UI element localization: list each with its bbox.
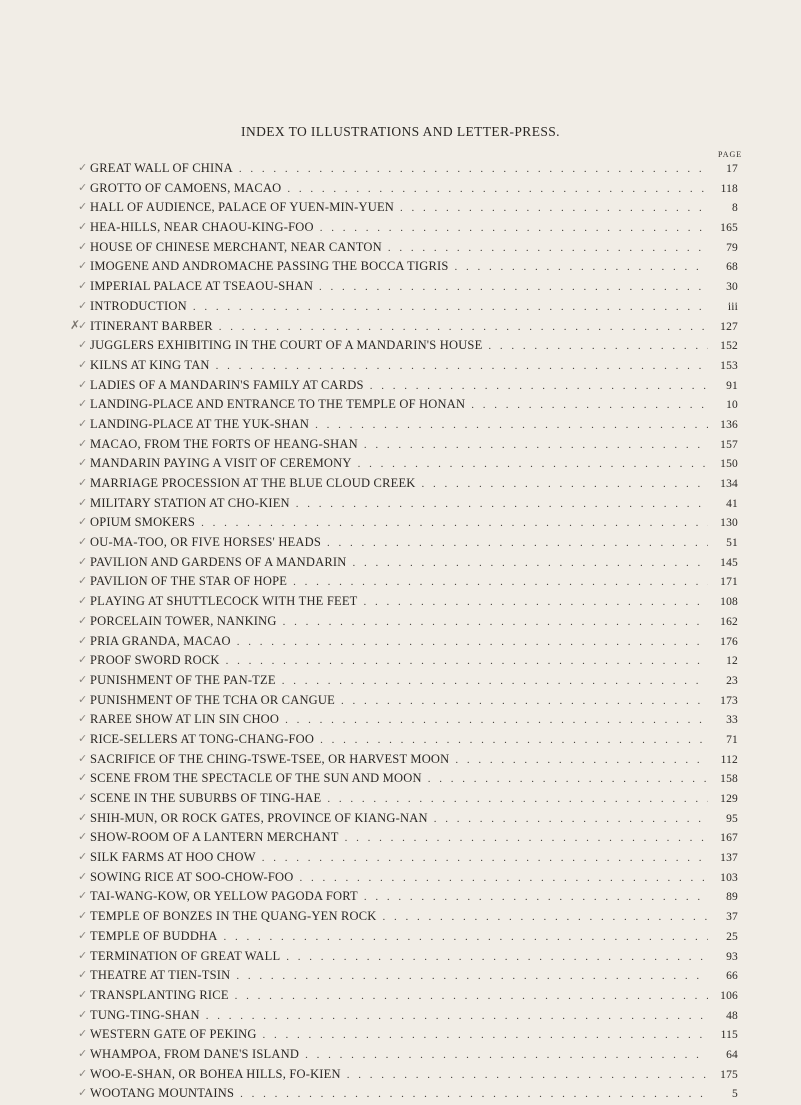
index-entry-list: [78, 159, 738, 1104]
dot-leader: [236, 967, 708, 987]
pencil-tick-icon: ✓: [78, 1067, 88, 1080]
dot-leader: [455, 258, 708, 278]
pencil-tick-icon: ✓: [78, 713, 88, 726]
index-entry: [78, 218, 738, 238]
index-entry: [78, 297, 738, 317]
entry-title: SCENE FROM THE SPECTACLE OF THE SUN AND MOON: [90, 771, 422, 786]
entry-page-number: 108: [720, 596, 738, 609]
entry-page-number: 145: [720, 556, 738, 569]
index-entry: [78, 513, 738, 533]
index-entry: [78, 317, 738, 337]
pencil-tick-icon: ✓: [78, 299, 88, 312]
pencil-tick-icon: ✓: [78, 811, 88, 824]
entry-page-number: 127: [720, 320, 738, 333]
entry-title: MILITARY STATION AT CHO-KIEN: [90, 495, 290, 510]
entry-page-number: 130: [720, 517, 738, 530]
dot-leader: [287, 180, 708, 200]
entry-page-number: 106: [720, 989, 738, 1002]
dot-leader: [315, 416, 708, 436]
entry-page-number: 134: [720, 478, 738, 490]
pencil-tick-icon: ✓: [78, 536, 88, 549]
pencil-tick-icon: ✓: [78, 969, 88, 982]
pencil-tick-icon: ✓: [78, 221, 88, 234]
entry-title: SILK FARMS AT HOO CHOW: [90, 850, 256, 865]
entry-page-number: 175: [720, 1068, 738, 1081]
entry-page-number: 12: [726, 655, 738, 668]
dot-leader: [239, 160, 708, 180]
dot-leader: [293, 573, 708, 593]
pencil-tick-icon: ✓: [78, 162, 88, 174]
dot-leader: [428, 770, 708, 790]
entry-title: PAVILION AND GARDENS OF A MANDARIN: [90, 554, 347, 569]
page-title: INDEX TO ILLUSTRATIONS AND LETTER-PRESS.: [241, 124, 560, 139]
pencil-tick-icon: ✓: [78, 831, 88, 844]
pencil-tick-icon: ✓: [78, 1087, 88, 1100]
entry-title: LANDING-PLACE AT THE YUK-SHAN: [90, 416, 310, 431]
entry-title: PAVILION OF THE STAR OF HOPE: [90, 574, 288, 589]
entry-title: SACRIFICE OF THE CHING-TSWE-TSEE, OR HARVEST MOON: [90, 751, 450, 766]
entry-title: KILNS AT KING TAN: [90, 357, 210, 372]
dot-leader: [305, 1046, 708, 1066]
entry-page-number: 89: [726, 891, 738, 904]
entry-page-number: 167: [720, 832, 738, 845]
entry-title: TERMINATION OF GREAT WALL: [90, 948, 281, 963]
index-entry: [78, 198, 738, 218]
dot-leader: [327, 534, 708, 554]
pencil-tick-icon: ✓: [78, 378, 88, 391]
entry-title: INTRODUCTION: [90, 298, 187, 313]
entry-page-number: 5: [732, 1088, 738, 1101]
entry-title: TEMPLE OF BONZES IN THE QUANG-YEN ROCK: [90, 909, 377, 924]
entry-title: SCENE IN THE SUBURBS OF TING-HAE: [90, 791, 322, 805]
pencil-tick-icon: ✓: [78, 260, 88, 273]
pencil-tick-icon: ✓: [78, 417, 88, 430]
entry-page-number: 152: [720, 340, 738, 353]
dot-leader: [370, 377, 708, 397]
pencil-tick-icon: ✓: [78, 398, 88, 411]
entry-title: LADIES OF A MANDARIN'S FAMILY AT CARDS: [90, 377, 364, 392]
entry-title: TRANSPLANTING RICE: [90, 987, 229, 1002]
entry-page-number: 93: [726, 950, 738, 963]
index-entry: [78, 710, 738, 730]
pencil-tick-icon: ✓: [78, 634, 88, 647]
index-entry: [78, 454, 738, 474]
index-entry: [78, 947, 738, 967]
entry-title: PROOF SWORD ROCK: [90, 653, 220, 668]
pencil-tick-icon: ✓: [78, 1047, 88, 1060]
pencil-tick-icon: ✓: [78, 614, 88, 627]
entry-page-number: 112: [720, 753, 738, 766]
entry-title: WHAMPOA, FROM DANE'S ISLAND: [90, 1046, 300, 1061]
dot-leader: [320, 731, 708, 751]
entry-page-number: 23: [726, 674, 738, 687]
entry-title: PLAYING AT SHUTTLECOCK WITH THE FEET: [90, 594, 358, 609]
dot-leader: [283, 613, 708, 633]
entry-title: ITINERANT BARBER: [90, 318, 213, 333]
entry-title: SOWING RICE AT SOO-CHOW-FOO: [90, 869, 294, 884]
dot-leader: [471, 396, 708, 416]
dot-leader: [201, 514, 708, 534]
dot-leader: [235, 987, 708, 1007]
index-entry: [78, 533, 738, 553]
index-entry: [78, 632, 738, 652]
entry-title: RICE-SELLERS AT TONG-CHANG-FOO: [90, 731, 315, 746]
index-entry: [78, 415, 738, 435]
entry-page-number: 165: [720, 222, 738, 235]
pencil-tick-icon: ✓: [78, 477, 88, 489]
dot-leader: [353, 554, 709, 574]
index-entry: [78, 1006, 738, 1026]
dot-leader: [347, 1066, 708, 1086]
entry-page-number: 37: [726, 911, 738, 924]
dot-leader: [216, 357, 708, 377]
entry-title: TUNG-TING-SHAN: [90, 1007, 200, 1022]
entry-page-number: 162: [720, 615, 738, 628]
entry-title: OU-MA-TOO, OR FIVE HORSES' HEADS: [90, 535, 322, 550]
pencil-tick-icon: ✓: [78, 988, 88, 1001]
pencil-tick-icon: ✓: [78, 358, 88, 371]
entry-page-number: 48: [726, 1009, 738, 1022]
entry-title: HALL OF AUDIENCE, PALACE OF YUEN-MIN-YUEN: [90, 200, 395, 215]
entry-page-number: 8: [732, 202, 738, 215]
index-entry: [78, 179, 738, 199]
entry-title: OPIUM SMOKERS: [90, 515, 196, 530]
index-entry: [78, 868, 738, 888]
dot-leader: [285, 711, 708, 731]
index-entry: [78, 887, 738, 907]
entry-title: PORCELAIN TOWER, NANKING: [90, 613, 277, 628]
index-entry: [78, 1065, 738, 1085]
dot-leader: [262, 849, 708, 869]
index-entry: [78, 277, 738, 297]
pencil-tick-icon: ✓: [78, 1028, 88, 1041]
entry-page-number: 158: [720, 773, 738, 786]
entry-page-number: 137: [720, 852, 738, 865]
pencil-tick-icon: ✓: [78, 870, 88, 883]
dot-leader: [345, 829, 708, 849]
index-entry: [78, 1025, 738, 1045]
entry-title: HEA-HILLS, NEAR CHAOU-KING-FOO: [90, 220, 314, 235]
dot-leader: [341, 692, 708, 712]
dot-leader: [388, 239, 708, 259]
pencil-cross-mark-icon: ✗: [70, 318, 81, 332]
entry-title: LANDING-PLACE AND ENTRANCE TO THE TEMPLE OF HONAN: [90, 397, 466, 412]
dot-leader: [364, 888, 708, 908]
pencil-tick-icon: ✓: [78, 201, 88, 214]
dot-leader: [286, 948, 708, 968]
dot-leader: [226, 652, 708, 672]
entry-page-number: iii: [727, 300, 738, 313]
entry-page-number: 173: [720, 694, 738, 707]
entry-title: PRIA GRANDA, MACAO: [90, 633, 231, 648]
entry-page-number: 71: [726, 733, 738, 746]
pencil-tick-icon: ✓: [78, 516, 88, 529]
entry-page-number: 91: [726, 379, 738, 392]
dot-leader: [296, 495, 708, 515]
dot-leader: [206, 1007, 708, 1027]
entry-page-number: 176: [720, 635, 738, 648]
entry-page-number: 136: [720, 418, 738, 431]
index-entry: [78, 1084, 738, 1104]
entry-page-number: 66: [726, 970, 738, 983]
index-entry: [78, 691, 738, 711]
dot-leader: [327, 790, 708, 810]
index-entry: [78, 592, 738, 612]
pencil-tick-icon: ✓: [78, 910, 88, 923]
entry-page-number: 171: [720, 576, 738, 589]
pencil-tick-icon: ✓: [78, 772, 88, 785]
entry-page-number: 95: [726, 812, 738, 825]
dot-leader: [299, 869, 708, 889]
dot-leader: [219, 318, 708, 338]
index-entry: [78, 238, 738, 258]
entry-title: HOUSE OF CHINESE MERCHANT, NEAR CANTON: [90, 239, 382, 254]
dot-leader: [364, 593, 708, 613]
entry-page-number: 10: [726, 399, 738, 412]
pencil-tick-icon: ✓: [78, 654, 88, 667]
pencil-tick-icon: ✓: [78, 457, 88, 470]
index-entry: [78, 750, 738, 770]
pencil-tick-icon: ✓: [78, 437, 88, 450]
pencil-tick-icon: ✓: [78, 496, 88, 509]
pencil-tick-icon: ✓: [78, 693, 88, 706]
index-entry: [78, 828, 738, 848]
index-entry: [78, 907, 738, 927]
pencil-tick-icon: ✓: [78, 595, 88, 608]
pencil-tick-icon: ✓: [78, 339, 88, 352]
index-entry: [78, 612, 738, 632]
entry-title: TEMPLE OF BUDDHA: [90, 928, 218, 943]
pencil-tick-icon: ✓: [78, 732, 88, 745]
entry-title: JUGGLERS EXHIBITING IN THE COURT OF A MANDARIN'S HOUSE: [90, 338, 483, 353]
pencil-tick-icon: ✓: [78, 890, 88, 903]
pencil-tick-icon: ✓: [78, 949, 88, 962]
dot-leader: [263, 1026, 708, 1046]
entry-page-number: 51: [726, 537, 738, 550]
dot-leader: [237, 633, 708, 653]
index-entry: [78, 730, 738, 750]
entry-title: PUNISHMENT OF THE TCHA OR CANGUE: [90, 692, 335, 707]
dot-leader: [422, 475, 708, 495]
pencil-tick-icon: ✓: [78, 240, 88, 253]
entry-page-number: 150: [720, 458, 738, 471]
dot-leader: [319, 278, 708, 298]
pencil-tick-icon: ✓: [78, 280, 88, 293]
pencil-tick-icon: ✓: [78, 851, 88, 864]
dot-leader: [282, 672, 708, 692]
entry-title: WOOTANG MOUNTAINS: [90, 1086, 235, 1101]
index-entry: [78, 789, 738, 809]
entry-title: MARRIAGE PROCESSION AT THE BLUE CLOUD CREEK: [90, 476, 416, 490]
entry-title: IMPERIAL PALACE AT TSEAOU-SHAN: [90, 279, 314, 294]
entry-title: WOO-E-SHAN, OR BOHEA HILLS, FO-KIEN: [90, 1066, 341, 1081]
entry-page-number: 118: [720, 182, 738, 195]
entry-page-number: 17: [726, 163, 738, 175]
pencil-tick-icon: ✓: [78, 673, 88, 686]
entry-page-number: 115: [720, 1029, 738, 1042]
entry-title: WESTERN GATE OF PEKING: [90, 1027, 257, 1042]
index-entry: [78, 257, 738, 277]
entry-page-number: 153: [720, 359, 738, 372]
pencil-tick-icon: ✓: [78, 752, 88, 765]
index-entry: [78, 927, 738, 947]
entry-page-number: 30: [726, 281, 738, 294]
pencil-tick-icon: ✓: [78, 575, 88, 588]
pencil-tick-icon: ✓: [78, 792, 88, 804]
entry-title: MANDARIN PAYING A VISIT OF CEREMONY: [90, 456, 352, 471]
entry-page-number: 157: [720, 438, 738, 451]
entry-title: TAI-WANG-KOW, OR YELLOW PAGODA FORT: [90, 889, 358, 904]
dot-leader: [400, 199, 708, 219]
index-entry: [78, 1045, 738, 1065]
pencil-tick-icon: ✓: [78, 319, 88, 332]
entry-page-number: 129: [720, 793, 738, 805]
index-entry: [78, 553, 738, 573]
dot-leader: [320, 219, 708, 239]
entry-page-number: 64: [726, 1048, 738, 1061]
pencil-tick-icon: ✓: [78, 929, 88, 942]
entry-title: IMOGENE AND ANDROMACHE PASSING THE BOCCA TIGRIS: [90, 259, 449, 274]
index-entry: [78, 376, 738, 396]
index-entry: [78, 395, 738, 415]
index-entry: [78, 336, 738, 356]
entry-page-number: 68: [726, 261, 738, 274]
dot-leader: [488, 337, 708, 357]
dot-leader: [224, 928, 708, 948]
entry-title: SHOW-ROOM OF A LANTERN MERCHANT: [90, 830, 339, 845]
page-column-label: PAGE: [718, 150, 743, 159]
index-entry: [78, 986, 738, 1006]
index-entry: [78, 848, 738, 868]
index-entry: [78, 435, 738, 455]
index-entry: [78, 769, 738, 789]
entry-page-number: 33: [726, 714, 738, 727]
index-entry: [78, 671, 738, 691]
index-entry: [78, 474, 738, 494]
index-entry: [78, 494, 738, 514]
entry-title: GREAT WALL OF CHINA: [90, 161, 233, 175]
pencil-tick-icon: ✓: [78, 555, 88, 568]
dot-leader: [455, 751, 708, 771]
pencil-tick-icon: ✓: [78, 1008, 88, 1021]
dot-leader: [383, 908, 708, 928]
index-entry: [78, 356, 738, 376]
dot-leader: [193, 298, 708, 318]
entry-title: GROTTO OF CAMOENS, MACAO: [90, 180, 282, 195]
dot-leader: [240, 1085, 708, 1105]
entry-title: THEATRE AT TIEN-TSIN: [90, 968, 231, 983]
entry-title: PUNISHMENT OF THE PAN-TZE: [90, 672, 276, 687]
entry-title: SHIH-MUN, OR ROCK GATES, PROVINCE OF KIANG-NAN: [90, 810, 428, 825]
entry-title: RAREE SHOW AT LIN SIN CHOO: [90, 712, 280, 727]
entry-title: MACAO, FROM THE FORTS OF HEANG-SHAN: [90, 436, 358, 451]
dot-leader: [358, 455, 708, 475]
entry-page-number: 79: [726, 241, 738, 254]
entry-page-number: 25: [726, 930, 738, 943]
dot-leader: [434, 810, 708, 830]
index-entry: [78, 572, 738, 592]
index-entry: [78, 809, 738, 829]
index-entry: [78, 966, 738, 986]
index-entry: [78, 159, 738, 179]
pencil-tick-icon: ✓: [78, 181, 88, 194]
entry-page-number: 103: [720, 871, 738, 884]
dot-leader: [364, 436, 708, 456]
entry-page-number: 41: [726, 497, 738, 510]
index-entry: [78, 651, 738, 671]
